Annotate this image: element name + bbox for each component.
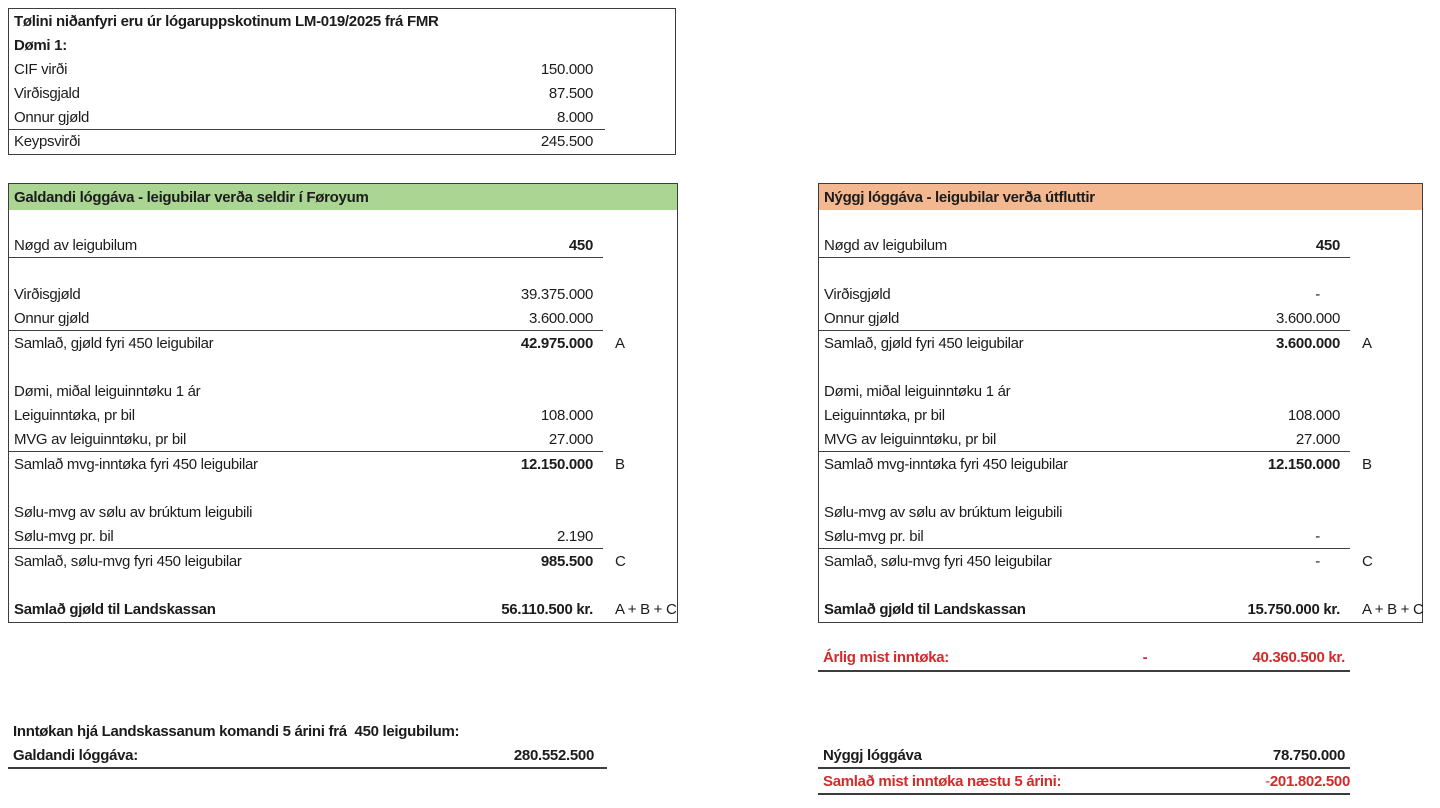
summary-current-law-label: Galdandi lóggáva:	[13, 746, 138, 764]
table-row	[9, 501, 677, 525]
row-label: Dømi, miðal leiguinntøku 1 ár	[824, 383, 1011, 401]
row-label: Virðisgjald	[14, 85, 80, 103]
row-value: 12.150.000	[1267, 455, 1340, 473]
row-label: Sølu-mvg av sølu av brúktum leigubili	[824, 504, 1063, 522]
row-value: 27.000	[1295, 431, 1340, 449]
table-row	[819, 477, 1422, 501]
row-value: 27.000	[548, 431, 593, 449]
table-row	[9, 82, 675, 106]
intro-subtitle: Dømi 1:	[14, 36, 67, 54]
row-value: 39.375.000	[520, 286, 593, 304]
table-row	[819, 234, 1422, 258]
row-label: Samlað, gjøld fyri 450 leigubilar	[824, 334, 1024, 352]
summary-new-law-row	[818, 743, 1350, 769]
row-value: 3.600.000	[1275, 334, 1340, 352]
intro-subtitle-row	[9, 33, 675, 57]
table-row	[9, 355, 677, 379]
table-row	[819, 501, 1422, 525]
annual-loss-value: 40.360.500 kr.	[1252, 648, 1345, 666]
annual-loss-label: Árlig mist inntøka:	[823, 648, 949, 666]
summary-title: Inntøkan hjá Landskassanum komandi 5 árini frá 450 leigubilum:	[13, 722, 460, 740]
row-label: Nøgd av leigubilum	[824, 237, 947, 255]
row-marker: A	[1362, 334, 1372, 352]
row-label: Samlað gjøld til Landskassan	[824, 601, 1026, 619]
table-row	[9, 525, 677, 549]
row-label: Samlað, sølu-mvg fyri 450 leigubilar	[824, 552, 1052, 570]
row-label: CIF virði	[14, 60, 68, 78]
row-value: 150.000	[540, 60, 593, 78]
intro-title-row	[9, 9, 675, 33]
row-label: Keypsvirði	[14, 133, 81, 151]
row-value: 8.000	[556, 108, 593, 126]
row-label: Virðisgjøld	[824, 286, 891, 304]
row-label: MVG av leiguinntøku, pr bil	[824, 431, 996, 449]
annual-loss-row	[818, 644, 1350, 672]
table-row	[819, 428, 1422, 452]
table-row	[9, 404, 677, 428]
table-row	[9, 452, 677, 476]
row-value: 15.750.000 kr.	[1247, 601, 1340, 619]
row-value: 245.500	[540, 133, 593, 151]
row-marker: A	[615, 334, 625, 352]
row-label: Leiguinntøka, pr bil	[14, 407, 135, 425]
row-value: 450	[568, 237, 593, 255]
summary-current-law-value: 280.552.500	[513, 746, 594, 764]
row-marker: B	[615, 455, 625, 473]
row-label: Sølu-mvg pr. bil	[824, 528, 924, 546]
table-row	[819, 404, 1422, 428]
row-marker: A + B + C	[615, 601, 677, 619]
row-value: -	[1315, 552, 1320, 570]
table-row	[9, 210, 677, 234]
table-row	[819, 355, 1422, 379]
current-law-table	[8, 183, 678, 623]
row-value: -	[1315, 528, 1320, 546]
table-row	[819, 452, 1422, 476]
table-row	[9, 307, 677, 331]
table-row	[9, 106, 675, 130]
row-value: 108.000	[540, 407, 593, 425]
row-label: Sølu-mvg pr. bil	[14, 528, 114, 546]
summary-total-loss-value: 201.802.500	[1269, 772, 1350, 790]
table-row	[9, 331, 677, 355]
row-label: Samlað mvg-inntøka fyri 450 leigubilar	[14, 455, 258, 473]
table-row	[819, 258, 1422, 282]
table-row	[819, 331, 1422, 355]
table-row	[819, 380, 1422, 404]
table-row	[819, 307, 1422, 331]
row-marker: A + B + C	[1362, 601, 1424, 619]
intro-box	[8, 8, 676, 155]
row-value: 87.500	[548, 85, 593, 103]
table-row	[9, 477, 677, 501]
row-marker: C	[1362, 552, 1373, 570]
row-label: Leiguinntøka, pr bil	[824, 407, 945, 425]
row-marker: B	[1362, 455, 1372, 473]
row-label: Samlað gjøld til Landskassan	[14, 601, 216, 619]
row-value: 56.110.500 kr.	[501, 601, 593, 619]
new-law-header: Nýggj lóggáva - leigubilar verða útfluttir	[819, 184, 1422, 210]
table-row	[819, 210, 1422, 234]
row-label: Nøgd av leigubilum	[14, 237, 137, 255]
row-value: -	[1315, 286, 1320, 304]
annual-loss-dash: -	[1142, 648, 1148, 666]
summary-current-law-row	[8, 743, 607, 769]
table-row	[9, 283, 677, 307]
row-value: 42.975.000	[520, 334, 593, 352]
new-law-table	[818, 183, 1423, 623]
row-label: Virðisgjøld	[14, 286, 81, 304]
table-row	[9, 130, 675, 154]
row-label: Onnur gjøld	[14, 310, 90, 328]
summary-total-loss-label: Samlað mist inntøka næstu 5 árini:	[823, 772, 1062, 790]
row-label: Onnur gjøld	[824, 310, 900, 328]
summary-total-loss-row	[818, 769, 1350, 795]
row-label: Samlað mvg-inntøka fyri 450 leigubilar	[824, 455, 1068, 473]
row-value: 3.600.000	[528, 310, 593, 328]
table-row	[819, 525, 1422, 549]
table-row	[9, 57, 675, 81]
row-label: MVG av leiguinntøku, pr bil	[14, 431, 186, 449]
row-value: 450	[1315, 237, 1340, 255]
row-value: 985.500	[540, 552, 593, 570]
table-row	[819, 574, 1422, 598]
intro-title: Tølini niðanfyri eru úr lógaruppskotinum LM-019/2025 frá FMR	[14, 12, 439, 30]
table-row	[9, 234, 677, 258]
table-row	[9, 574, 677, 598]
row-label: Samlað, sølu-mvg fyri 450 leigubilar	[14, 552, 242, 570]
table-row	[9, 258, 677, 282]
table-row	[819, 549, 1422, 573]
summary-new-law-value: 78.750.000	[1272, 746, 1345, 764]
table-row	[9, 428, 677, 452]
summary-new-law-label: Nýggj lóggáva	[823, 746, 922, 764]
table-row	[9, 598, 677, 622]
row-value: 3.600.000	[1275, 310, 1340, 328]
row-value: 2.190	[556, 528, 593, 546]
current-law-header: Galdandi lóggáva - leigubilar verða seldir í Føroyum	[9, 184, 677, 210]
table-row	[9, 380, 677, 404]
row-label: Samlað, gjøld fyri 450 leigubilar	[14, 334, 214, 352]
row-value: 108.000	[1287, 407, 1340, 425]
table-row	[9, 549, 677, 573]
row-label: Dømi, miðal leiguinntøku 1 ár	[14, 383, 201, 401]
row-value: 12.150.000	[520, 455, 593, 473]
summary-total-loss-dash: -	[1265, 772, 1270, 790]
row-label: Sølu-mvg av sølu av brúktum leigubili	[14, 504, 253, 522]
row-marker: C	[615, 552, 626, 570]
table-row	[819, 598, 1422, 622]
table-row	[819, 283, 1422, 307]
row-label: Onnur gjøld	[14, 108, 90, 126]
